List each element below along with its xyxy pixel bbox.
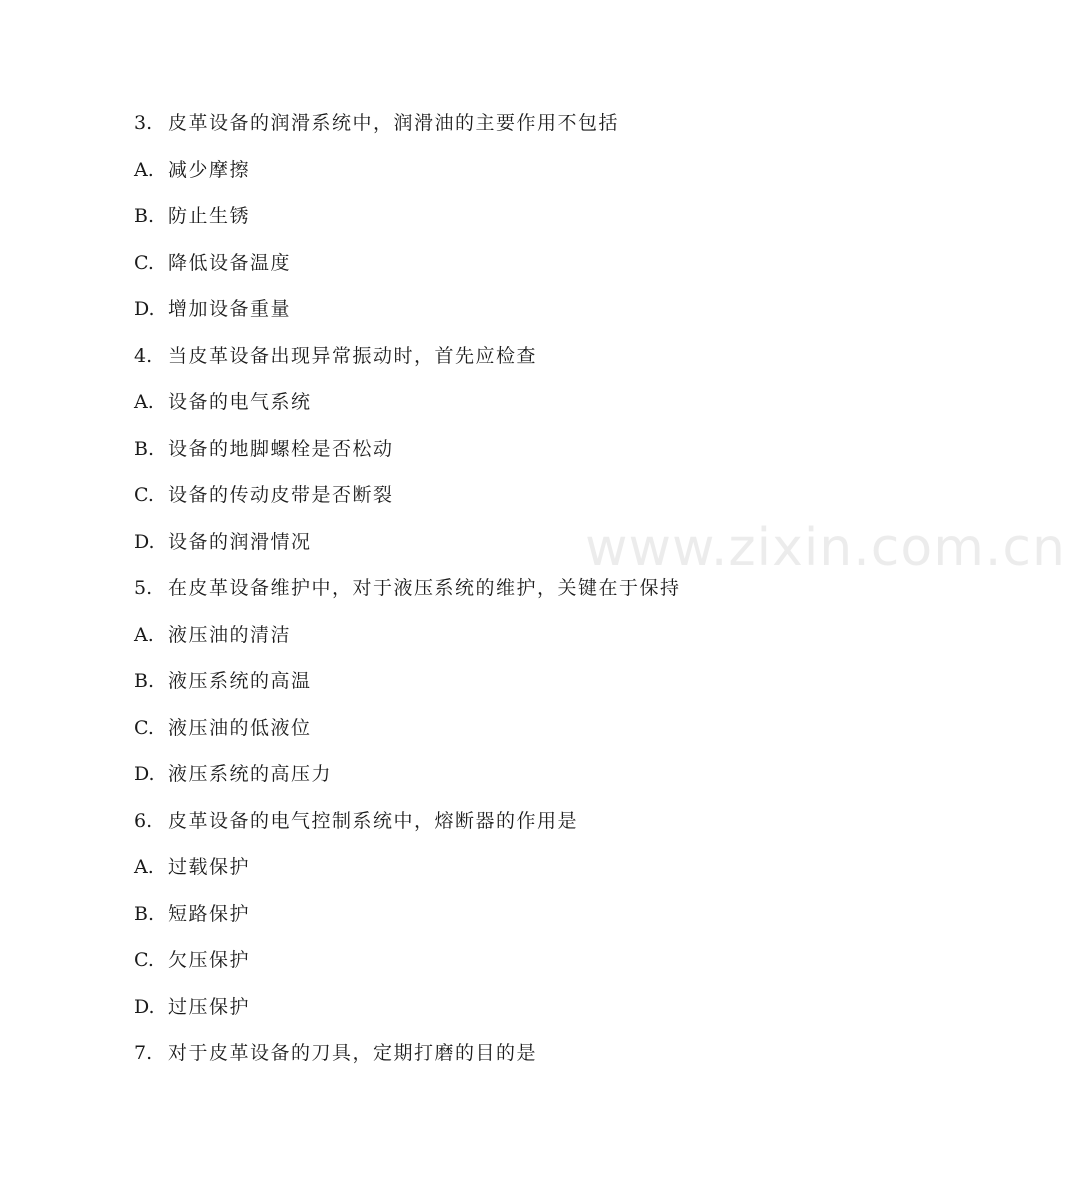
question-list — [134, 106, 834, 1083]
option-text: 过载保护 — [168, 856, 251, 878]
option-label: D. — [134, 763, 155, 785]
option-label: A. — [134, 391, 154, 413]
option-text: 设备的润滑情况 — [168, 530, 312, 553]
option-text: 液压系统的高温 — [168, 670, 312, 692]
option-text: 短路保护 — [168, 902, 251, 925]
question-3-option-a — [134, 153, 834, 200]
option-label: C. — [134, 949, 154, 971]
option-label: C. — [134, 484, 154, 506]
watermark: www.zixin.com.cn — [585, 518, 1066, 578]
option-label: A. — [134, 158, 154, 181]
option-label: D. — [134, 298, 155, 320]
question-3-option-c — [134, 246, 834, 293]
question-3-option-d — [134, 292, 834, 339]
question-5-stem — [134, 571, 834, 618]
question-6-option-d — [134, 990, 834, 1037]
question-4-stem — [134, 339, 834, 386]
question-4-option-a — [134, 385, 834, 432]
question-number: 6. — [134, 809, 153, 832]
question-text: 当皮革设备出现异常振动时，首先应检查 — [168, 344, 538, 367]
question-number: 3. — [134, 112, 153, 134]
option-text: 欠压保护 — [168, 949, 251, 971]
question-3-option-b — [134, 199, 834, 246]
option-text: 防止生锈 — [168, 205, 251, 227]
question-4-option-c — [134, 478, 834, 525]
question-5-option-b — [134, 664, 834, 711]
option-text: 设备的地脚螺栓是否松动 — [168, 437, 394, 460]
question-text: 在皮革设备维护中，对于液压系统的维护，关键在于保持 — [168, 577, 681, 599]
option-label: C. — [134, 251, 154, 274]
question-6-stem — [134, 804, 834, 851]
question-text: 对于皮革设备的刀具，定期打磨的目的是 — [168, 1042, 538, 1064]
option-text: 设备的传动皮带是否断裂 — [168, 484, 394, 506]
option-label: A. — [134, 856, 154, 878]
option-text: 降低设备温度 — [168, 251, 292, 274]
option-text: 减少摩擦 — [168, 158, 251, 181]
option-text: 液压油的低液位 — [168, 716, 312, 739]
option-label: D. — [134, 995, 155, 1018]
question-5-option-a — [134, 618, 834, 665]
question-number: 5. — [134, 577, 153, 599]
question-6-option-a — [134, 850, 834, 897]
option-label: B. — [134, 902, 155, 925]
option-label: B. — [134, 670, 155, 692]
option-label: B. — [134, 437, 155, 460]
option-text: 设备的电气系统 — [168, 391, 312, 413]
option-label: B. — [134, 205, 155, 227]
option-text: 增加设备重量 — [168, 298, 292, 320]
question-text: 皮革设备的润滑系统中，润滑油的主要作用不包括 — [168, 112, 620, 134]
option-text: 过压保护 — [168, 995, 251, 1018]
option-text: 液压油的清洁 — [168, 623, 292, 646]
question-6-option-c — [134, 943, 834, 990]
question-text: 皮革设备的电气控制系统中，熔断器的作用是 — [168, 809, 579, 832]
question-7-stem — [134, 1036, 834, 1083]
option-label: D. — [134, 530, 155, 553]
question-5-option-d — [134, 757, 834, 804]
question-6-option-b — [134, 897, 834, 944]
question-3-stem — [134, 106, 834, 153]
question-number: 7. — [134, 1042, 153, 1064]
option-text: 液压系统的高压力 — [168, 763, 333, 785]
question-5-option-c — [134, 711, 834, 758]
question-number: 4. — [134, 344, 153, 367]
option-label: C. — [134, 716, 154, 739]
question-4-option-d — [134, 525, 834, 572]
question-4-option-b — [134, 432, 834, 479]
option-label: A. — [134, 623, 154, 646]
